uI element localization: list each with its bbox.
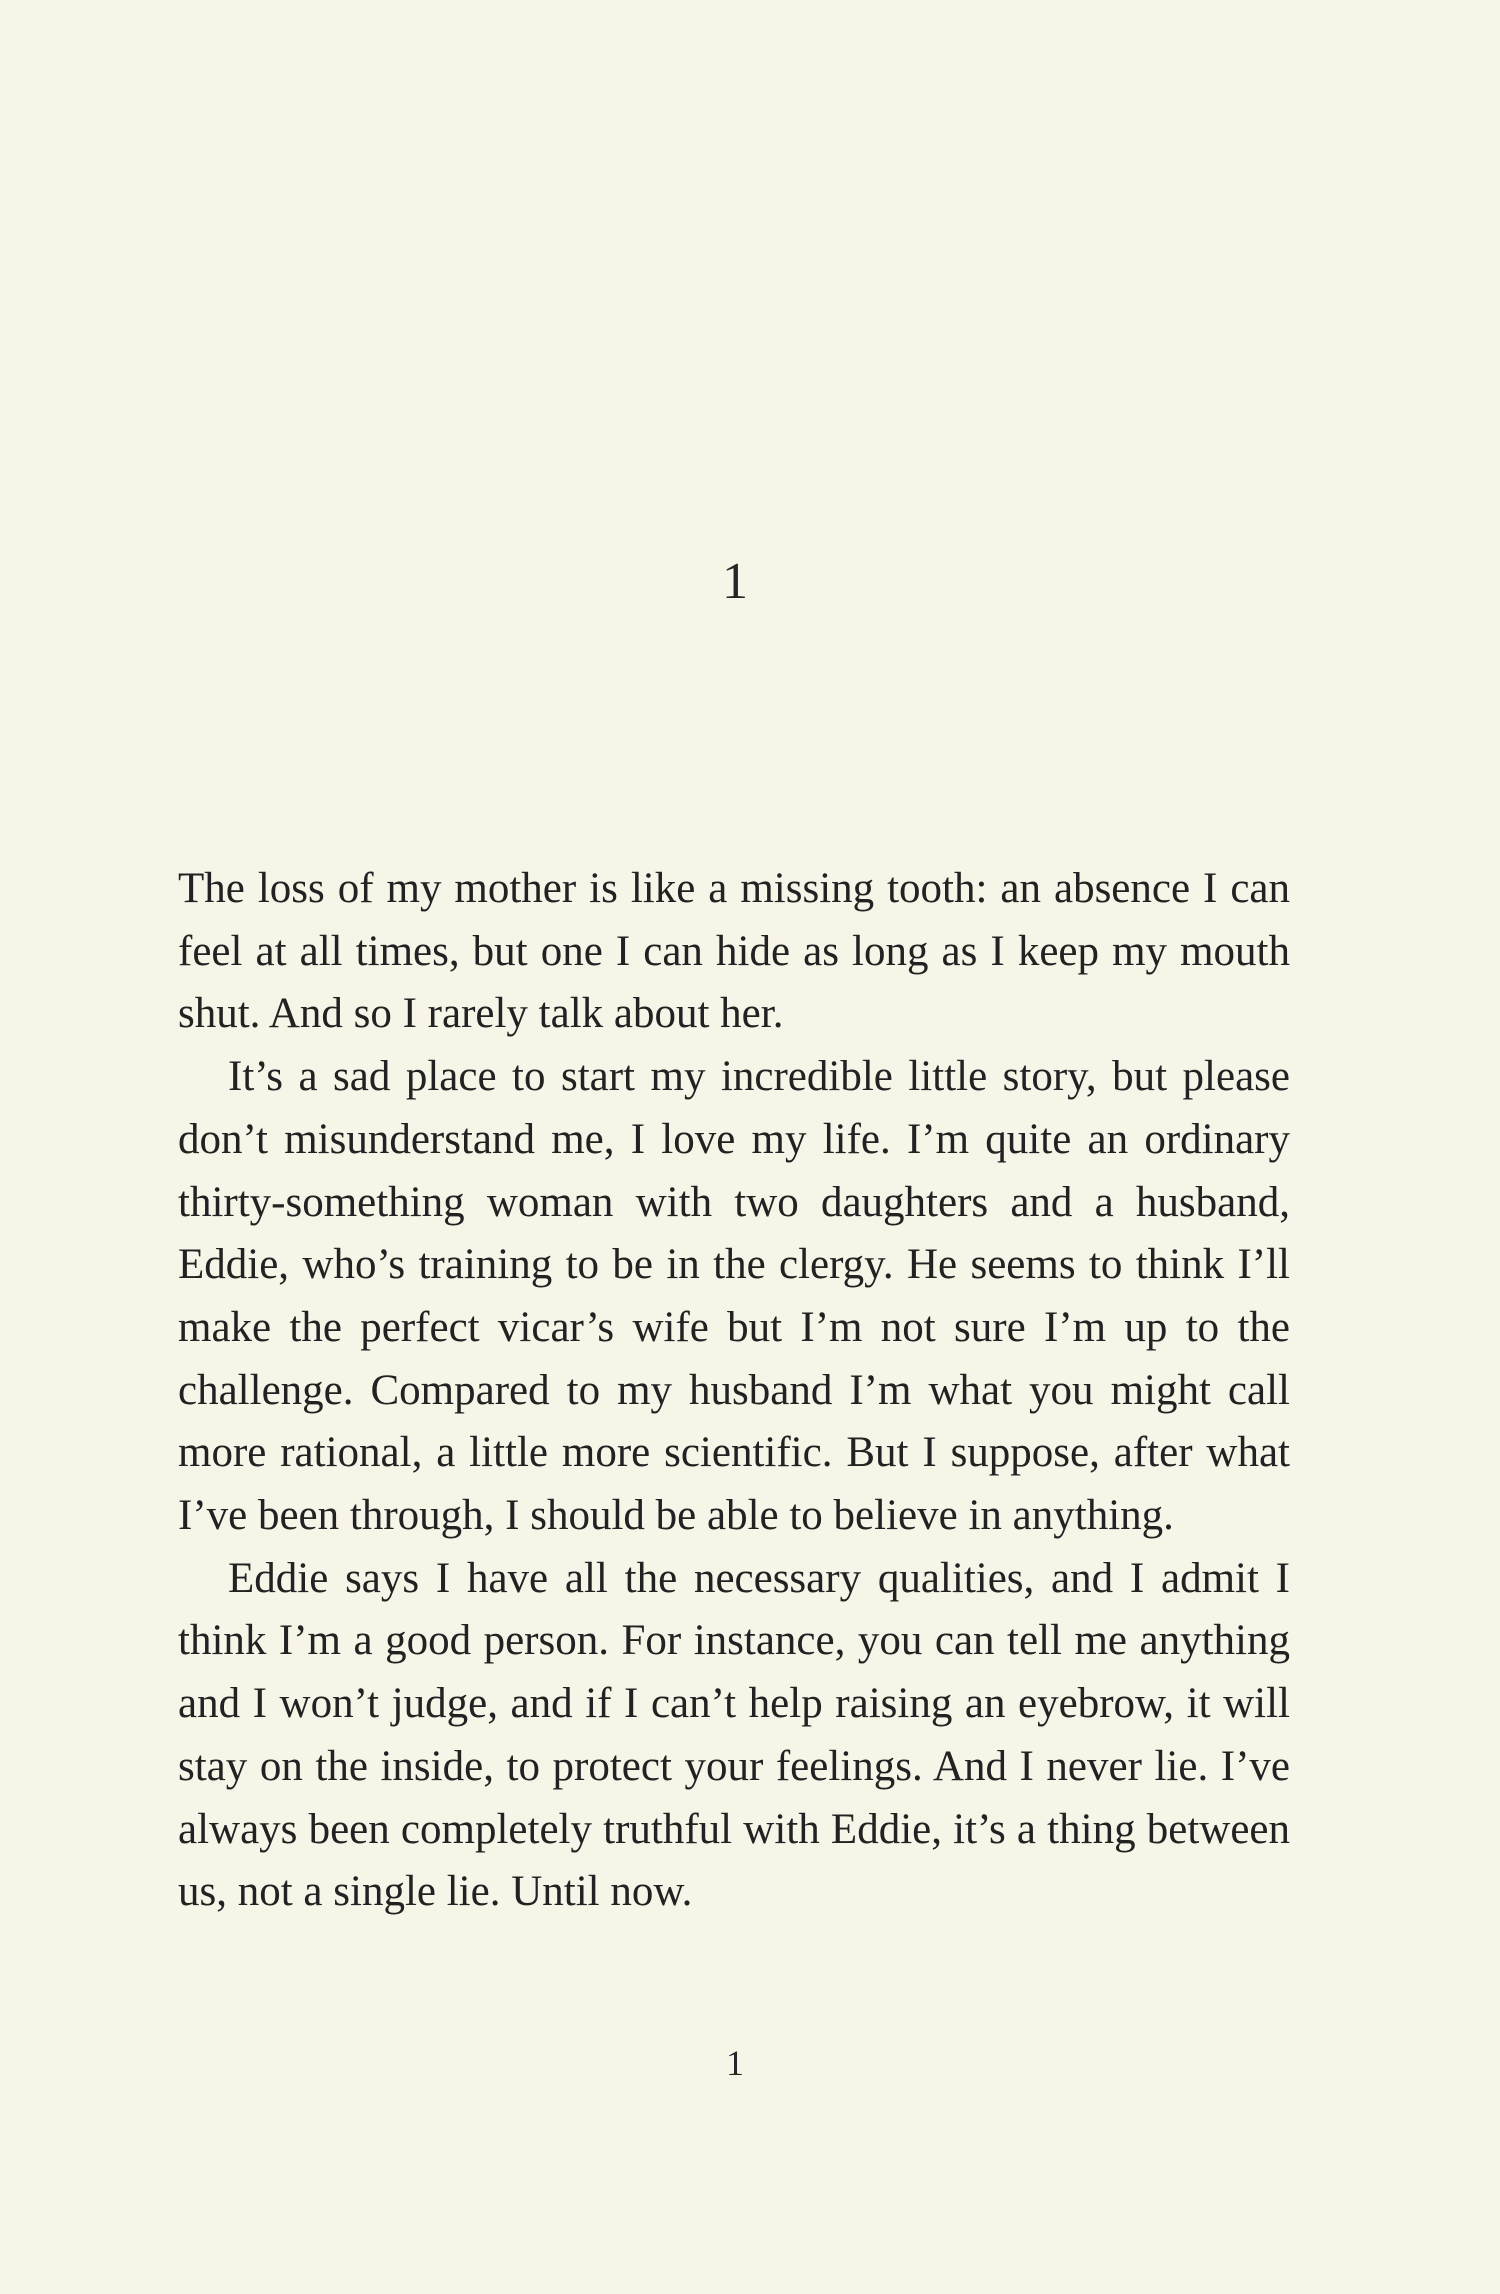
paragraph-3: Eddie says I have all the necessary qualities, and I admit I think I’m a good person. For instance, you can tell me anything and I won’t judge, and if I can’t help raising an eyebrow, it will stay on the inside, to protect your feelings. And I never lie. I’ve always been completely truthful with Eddie, it’s a thing between us, not a single lie. Until now. bbox=[178, 1554, 1290, 1916]
chapter-number: 1 bbox=[722, 553, 748, 610]
paragraph-1: The loss of my mother is like a missing tooth: an absence I can feel at all times, but one I can hide as long as I keep my mouth shut. And so I rarely talk about her. bbox=[178, 865, 1290, 1038]
page-number: 1 bbox=[726, 2043, 744, 2083]
paragraph-2: It’s a sad place to start my incredible little story, but please don’t misunderstand me, I love my life. I’m quite an ordinary thirty-something woman with two daughters and a husband, Eddie, who’s training to be in the clergy. He seems to think I’ll make the perfect vicar’s wife but I’m not sure I’m up to the challenge. Compared to my husband I’m what you might call more rational, a little more scientific. But I suppose, after what I’ve been through, I should be able to believe in anything. bbox=[178, 1053, 1290, 1540]
chapter-body bbox=[178, 858, 1290, 1924]
